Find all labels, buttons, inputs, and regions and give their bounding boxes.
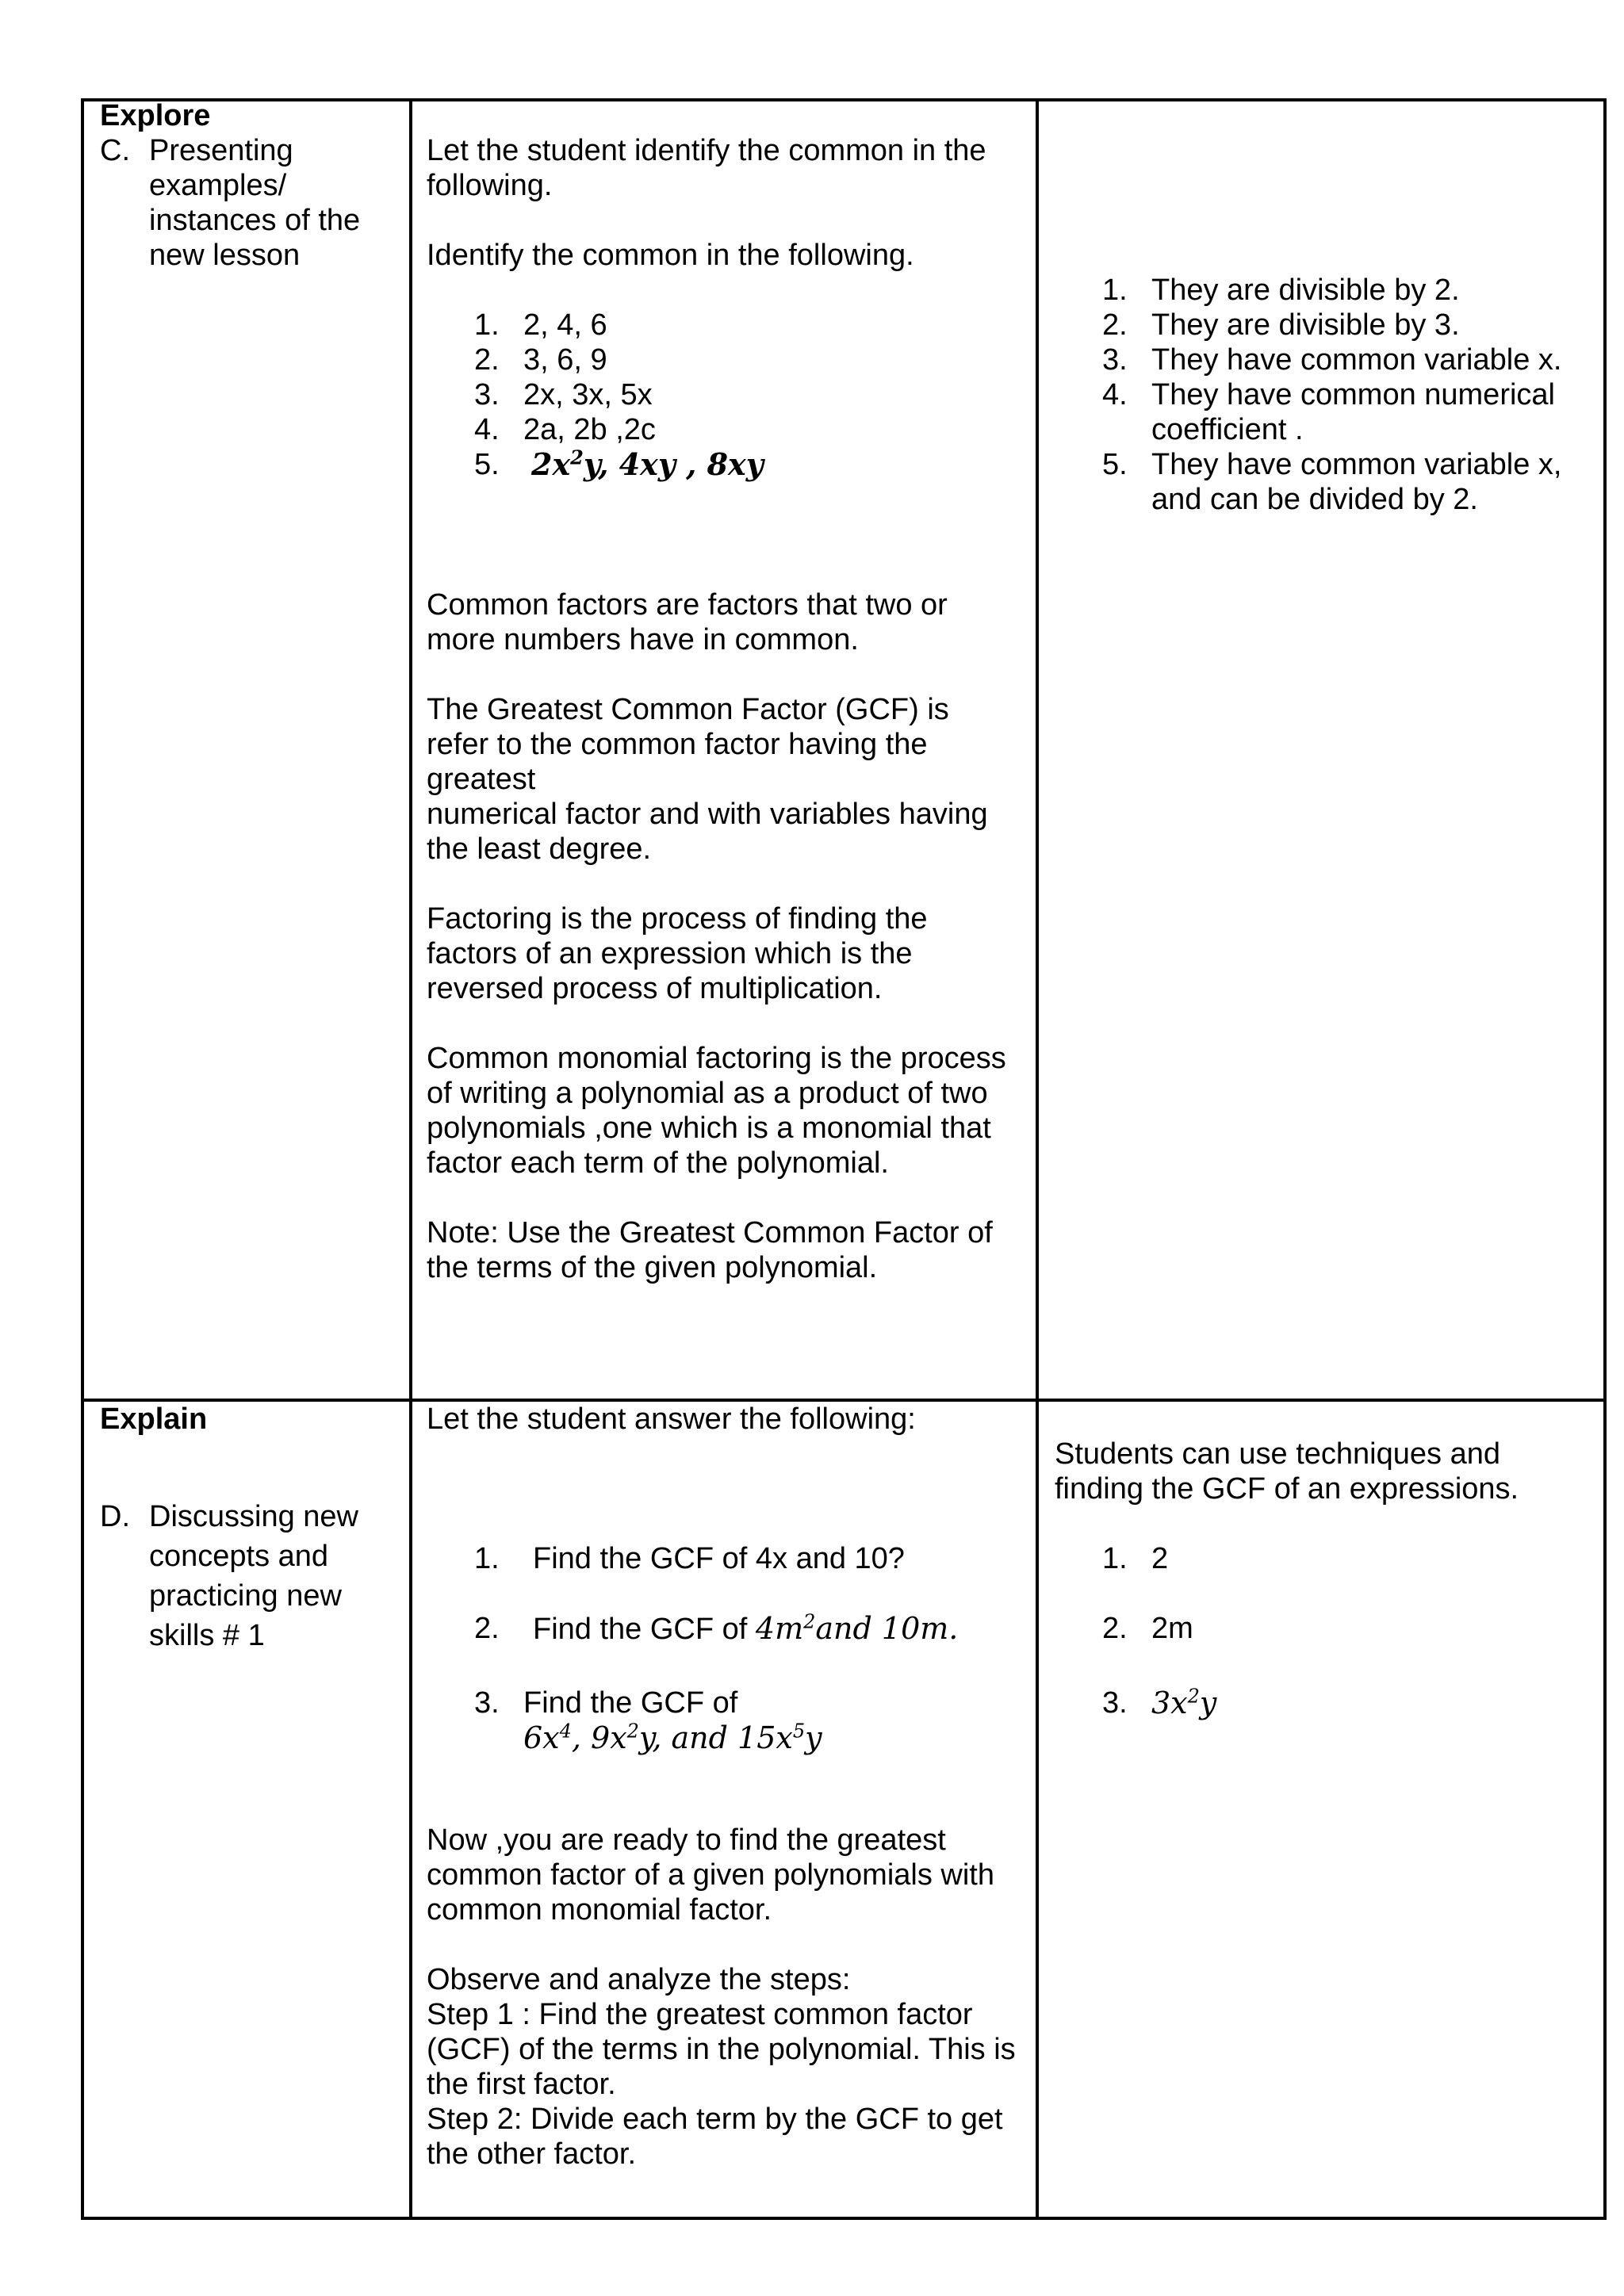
definition-line: refer to the common factor having the	[427, 728, 928, 761]
explain-stage-cell	[100, 1402, 401, 1655]
definition-line: numerical factor and with variables having	[427, 798, 988, 831]
explain-title-line: skills # 1	[149, 1619, 265, 1652]
explore-title-line: instances of the	[149, 204, 361, 237]
explain-answer-cell	[1055, 1437, 1602, 1721]
definition-line: greatest	[427, 763, 536, 796]
list-item: 2. They are divisible by 3.	[1102, 308, 1460, 342]
list-item: 4. 2a, 2b ,2c	[474, 413, 656, 446]
explore-title-line: examples/	[149, 169, 287, 202]
column-divider-1	[409, 98, 412, 2220]
definition-line: reversed process of multiplication.	[427, 972, 883, 1005]
answer-1: 1. 2	[1102, 1542, 1169, 1575]
question-3: 3. Find the GCF of $6x^4$, $9x^2y$, and $15x^5y$	[474, 1686, 822, 1755]
definition-line: of writing a polynomial as a product of two	[427, 1077, 988, 1110]
list-item: 2. 3, 6, 9	[474, 343, 607, 377]
note-line: Note: Use the Greatest Common Factor of	[427, 1216, 993, 1249]
definition-line: the least degree.	[427, 832, 652, 866]
explain-answer-intro: Students can use techniques and	[1055, 1437, 1500, 1471]
step-line: Step 2: Divide each term by the GCF to get	[427, 2103, 1003, 2136]
explore-intro: Let the student identify the common in the	[427, 134, 986, 167]
explain-answer-intro: finding the GCF of an expressions.	[1055, 1472, 1519, 1506]
explore-heading: Explore	[100, 99, 211, 132]
answer-3: 3. $3x^2y$	[1102, 1685, 1217, 1720]
list-item: 5. They have common variable x, and can be divided by 2.	[1102, 448, 1562, 516]
explore-instruction: Identify the common in the following.	[427, 239, 914, 272]
explain-heading: Explain	[100, 1402, 208, 1436]
note-line: the terms of the given polynomial.	[427, 1251, 878, 1284]
explore-title-line: new lesson	[149, 239, 301, 272]
explain-title-line: practicing new	[149, 1579, 342, 1613]
explain-line: common factor of a given polynomials with	[427, 1858, 994, 1892]
list-item: 3. 2x, 3x, 5x	[474, 378, 653, 411]
list-item: 3. They have common variable x.	[1102, 343, 1562, 377]
list-item: 4. They have common numerical coefficient .	[1102, 378, 1555, 446]
list-item: 5. $2x^2y$, 4xy , 8xy	[474, 446, 764, 482]
explore-activity-cell	[427, 133, 1029, 1285]
explore-stage-cell	[100, 98, 401, 273]
step-line: the other factor.	[427, 2137, 637, 2171]
definition-line: Common monomial factoring is the process	[427, 1042, 1006, 1075]
list-item: 1. 2, 4, 6	[474, 308, 607, 342]
answer-2: 2. 2m	[1102, 1612, 1193, 1645]
step-line: Observe and analyze the steps:	[427, 1963, 851, 1996]
explore-answer-cell	[1055, 273, 1602, 517]
explore-letter: C.	[100, 134, 130, 167]
explore-answer-list	[1055, 273, 1602, 517]
list-item: 1. They are divisible by 2.	[1102, 274, 1460, 307]
explore-title-line: Presenting	[149, 134, 293, 167]
explain-line: common monomial factor.	[427, 1893, 772, 1927]
definition-line: Common factors are factors that two or	[427, 588, 948, 622]
explain-intro: Let the student answer the following:	[427, 1402, 916, 1436]
explain-letter: D.	[100, 1500, 130, 1533]
step-line: (GCF) of the terms in the polynomial. This is	[427, 2033, 1016, 2066]
column-divider-2	[1036, 98, 1039, 2220]
explain-activity-cell	[427, 1402, 1029, 2172]
definition-line: Factoring is the process of finding the	[427, 902, 928, 936]
explore-item-list	[427, 308, 1029, 483]
explain-title-line: concepts and	[149, 1540, 329, 1573]
explain-line: Now ,you are ready to find the greatest	[427, 1823, 946, 1857]
definition-line: more numbers have in common.	[427, 623, 859, 656]
question-1: 1. Find the GCF of 4x and 10?	[474, 1542, 905, 1575]
step-line: Step 1 : Find the greatest common factor	[427, 1998, 973, 2031]
question-2: 2. Find the GCF of $4m^2and$ 10m.	[474, 1610, 959, 1646]
definition-line: The Greatest Common Factor (GCF) is	[427, 693, 949, 726]
explore-intro: following.	[427, 169, 553, 202]
definition-line: factor each term of the polynomial.	[427, 1146, 889, 1180]
definition-line: factors of an expression which is the	[427, 937, 913, 970]
step-line: the first factor.	[427, 2068, 616, 2101]
explain-title-line: Discussing new	[149, 1500, 358, 1533]
definition-line: polynomials ,one which is a monomial that	[427, 1112, 991, 1145]
